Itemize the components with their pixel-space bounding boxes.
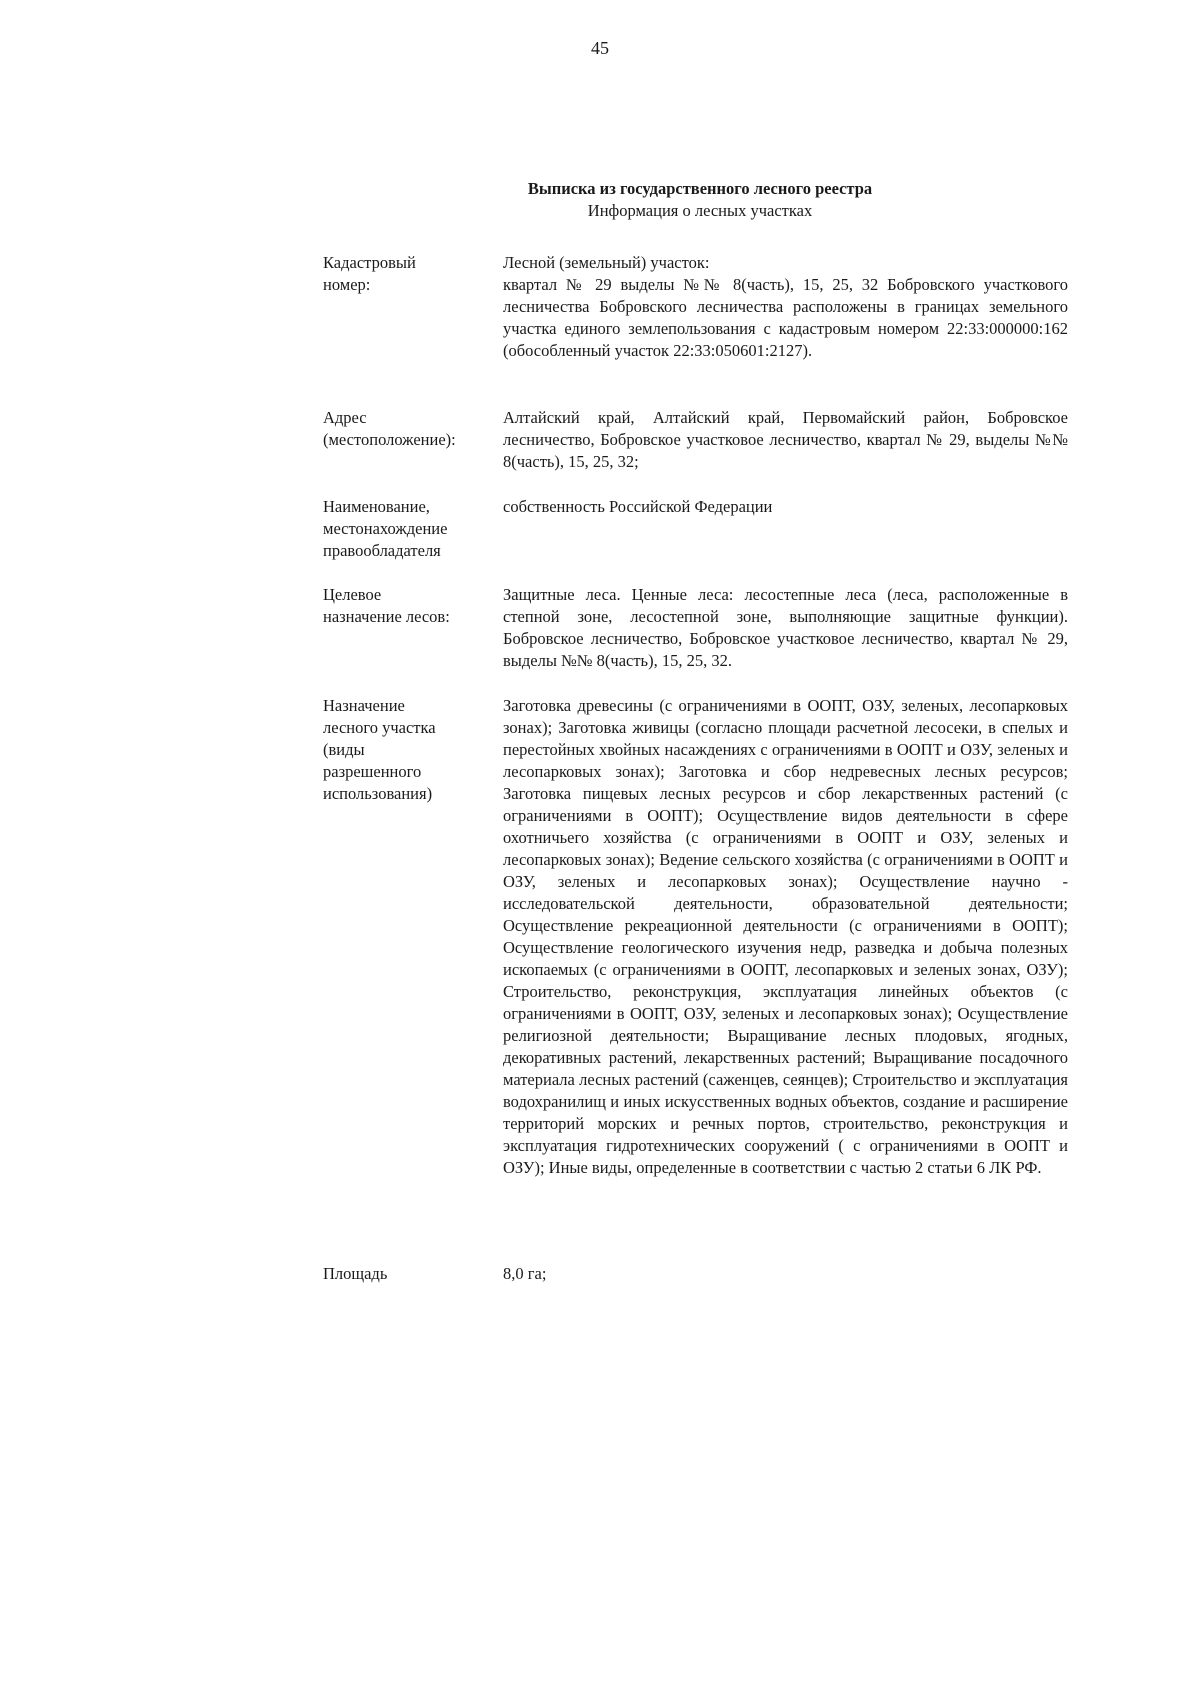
field-label: Кадастровый номер: <box>323 253 416 294</box>
field-label: Площадь <box>323 1264 388 1283</box>
page-number: 45 <box>591 38 609 58</box>
field-value: Алтайский край, Алтайский край, Первомайский район, Бобровское лесничество, Бобровское участковое лесничество, квартал № 29, выделы №№ 8(часть), 15, 25, 32; <box>503 408 1068 471</box>
field-value: Заготовка древесины (с ограничениями в ООПТ, ОЗУ, зеленых, лесопарковых зонах); Заготовка живицы (согласно площади расчетной лесосеки, в спелых и перестойных хвойных насаждениях с ограничениями в ООПТ и ОЗУ, зеленых и лесопарковых зонах); Заготовка и сбор недревесных лесных ресурсов; Заготовка пищевых лесных ресурсов и сбор лекарственных растений (с ограничениями в ООПТ); Осуществление видов деятельности в сфере охотничьего хозяйства (с ограничениями в ООПТ и ОЗУ, зеленых и лесопарковых зонах); Ведение сельского хозяйства (с ограничениями в ООПТ и ОЗУ, зеленых и лесопарковых зонах); Осуществление научно - исследовательской деятельности, образовательной деятельности; Осуществление рекреационной деятельности (с ограничениями в ООПТ); Осуществление геологического изучения недр, разведка и добыча полезных ископаемых (с ограничениями в ООПТ, лесопарковых и зеленых зонах, ОЗУ); Строительство, реконструкция, эксплуатация линейных объектов (с ограничениями в ООПТ, ОЗУ, зеленых и лесопарковых зонах); Осуществление религиозной деятельности; Выращивание лесных плодовых, ягодных, декоративных растений, лекарственных растений; Выращивание посадочного материала лесных растений (саженцев, сеянцев); Строительство и эксплуатация водохранилищ и иных искусственных водных объектов, создание и расширение территорий морских и речных портов, строительство, реконструкция и эксплуатация гидротехнических сооружений ( с ограничениями в ООПТ и ОЗУ); Иные виды, определенные в соответствии с частью 2 статьи 6 ЛК РФ. <box>503 696 1068 1177</box>
field-label: Наименование, местонахождение правообладателя <box>323 497 448 560</box>
document-title: Выписка из государственного лесного реестра <box>527 179 873 198</box>
field-label: Назначение лесного участка (виды разрешенного использования) <box>323 696 436 803</box>
field-value: Защитные леса. Ценные леса: лесостепные леса (леса, расположенные в степной зоне, лесостепной зоне, выполняющие защитные функции). Бобровское лесничество, Бобровское участковое лесничество, квартал № 29, выделы №№ 8(часть), 15, 25, 32. <box>503 585 1068 670</box>
field-value: 8,0 га; <box>503 1264 547 1283</box>
field-value: Лесной (земельный) участок: квартал № 29 выделы №№ 8(часть), 15, 25, 32 Бобровского участкового лесничества Бобровского лесничества расположены в границах земельного участка единого землепользования с кадастровым номером 22:33:000000:162 (обособленный участок 22:33:050601:2127). <box>503 253 1068 360</box>
field-value: собственность Российской Федерации <box>503 497 773 516</box>
field-label: Адрес (местоположение): <box>323 408 456 449</box>
document-header <box>440 178 960 222</box>
document-subtitle: Информация о лесных участках <box>587 201 813 220</box>
field-label: Целевое назначение лесов: <box>323 585 450 626</box>
